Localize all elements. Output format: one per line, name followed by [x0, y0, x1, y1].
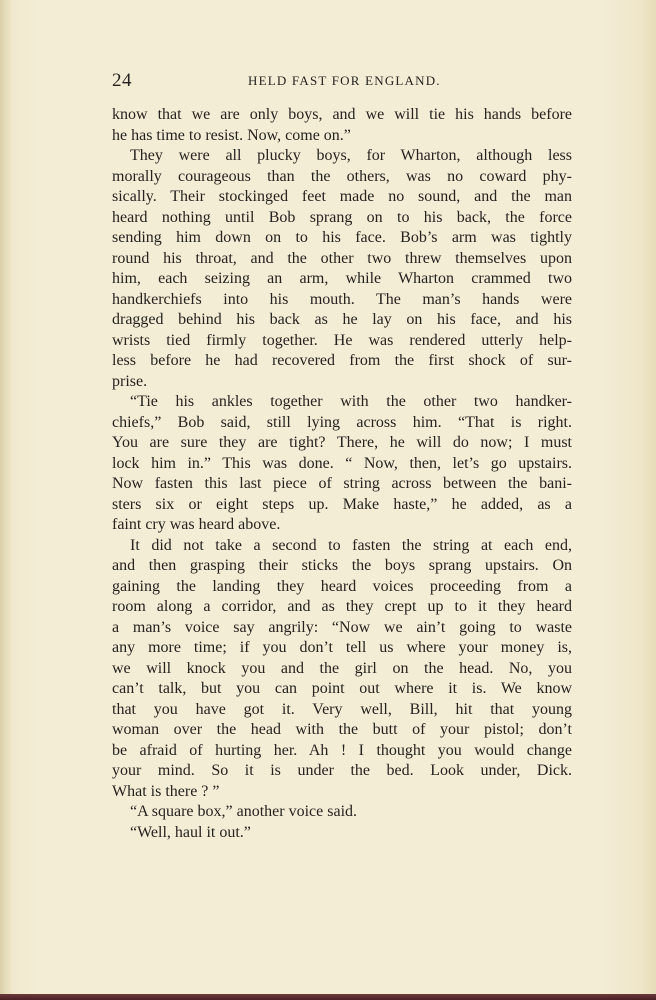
- text-line: wrists tied firmly together. He was rendered utterly help-: [112, 331, 572, 349]
- text-line: any more time; if you don’t tell us where your money is,: [112, 639, 572, 656]
- text-line: “Well, haul it out.”: [130, 823, 251, 841]
- running-title: HELD FAST FOR ENGLAND.: [248, 73, 441, 88]
- text-line: morally courageous than the others, was no coward phy-: [112, 167, 572, 185]
- text-line: room along a corridor, and as they crept up to it they heard: [112, 598, 572, 615]
- text-line: You are sure they are tight? There, he will do now; I must: [112, 434, 572, 451]
- text-line: handkerchiefs into his mouth. The man’s hands were: [112, 290, 572, 308]
- text-line: “Tie his ankles together with the other two handker-: [130, 393, 572, 410]
- text-line: Now fasten this last piece of string across between the bani-: [112, 475, 572, 492]
- text-line: round his throat, and the other two threw themselves upon: [112, 249, 572, 267]
- text-line: It did not take a second to fasten the string at each end,: [130, 536, 572, 554]
- text-line: can’t talk, but you can point out where it is. We know: [112, 680, 572, 697]
- text-line: “A square box,” another voice said.: [130, 803, 358, 820]
- text-line: we will knock you and the girl on the head. No, you: [112, 659, 572, 677]
- text-line: lock him in.” This was done. “ Now, then, let’s go upstairs.: [112, 454, 572, 472]
- text-line: a man’s voice say angrily: “Now we ain’t going to waste: [112, 618, 572, 636]
- text-line: your mind. So it is under the bed. Look under, Dick.: [112, 762, 572, 779]
- text-line: him, each seizing an arm, while Wharton crammed two: [112, 270, 572, 287]
- binding-edge: [0, 0, 12, 1000]
- text-line: prise.: [112, 372, 148, 390]
- body-text: [112, 105, 572, 843]
- text-line: that you have got it. Very well, Bill, hit that young: [112, 700, 572, 718]
- text-line: sending him down on to his face. Bob’s arm was tightly: [112, 229, 572, 246]
- page-bottom-edge: [0, 994, 656, 1000]
- text-line: know that we are only boys, and we will tie his hands before: [112, 106, 572, 123]
- text-line: he has time to resist. Now, come on.”: [112, 126, 351, 144]
- text-line: They were all plucky boys, for Wharton, although less: [130, 147, 572, 164]
- text-line: be afraid of hurting her. Ah ! I thought you would change: [112, 741, 572, 759]
- text-line: sters six or eight steps up. Make haste,” he added, as a: [112, 495, 572, 513]
- text-line: faint cry was heard above.: [112, 516, 281, 533]
- text-line: dragged behind his back as he lay on his face, and his: [112, 311, 572, 328]
- text-line: sically. Their stockinged feet made no sound, and the man: [112, 188, 572, 205]
- text-line: gaining the landing they heard voices proceeding from a: [112, 577, 572, 595]
- text-line: woman over the head with the butt of your pistol; don’t: [112, 721, 572, 738]
- text-line: less before he had recovered from the first shock of sur-: [112, 352, 572, 369]
- running-head: [0, 70, 656, 96]
- text-line: heard nothing until Bob sprang on to his back, the force: [112, 208, 572, 226]
- text-line: What is there ? ”: [112, 782, 220, 800]
- text-line: and then grasping their sticks the boys sprang upstairs. On: [112, 557, 572, 574]
- text-line: chiefs,” Bob said, still lying across him. “That is right.: [112, 413, 572, 431]
- page-number: 24: [112, 70, 132, 91]
